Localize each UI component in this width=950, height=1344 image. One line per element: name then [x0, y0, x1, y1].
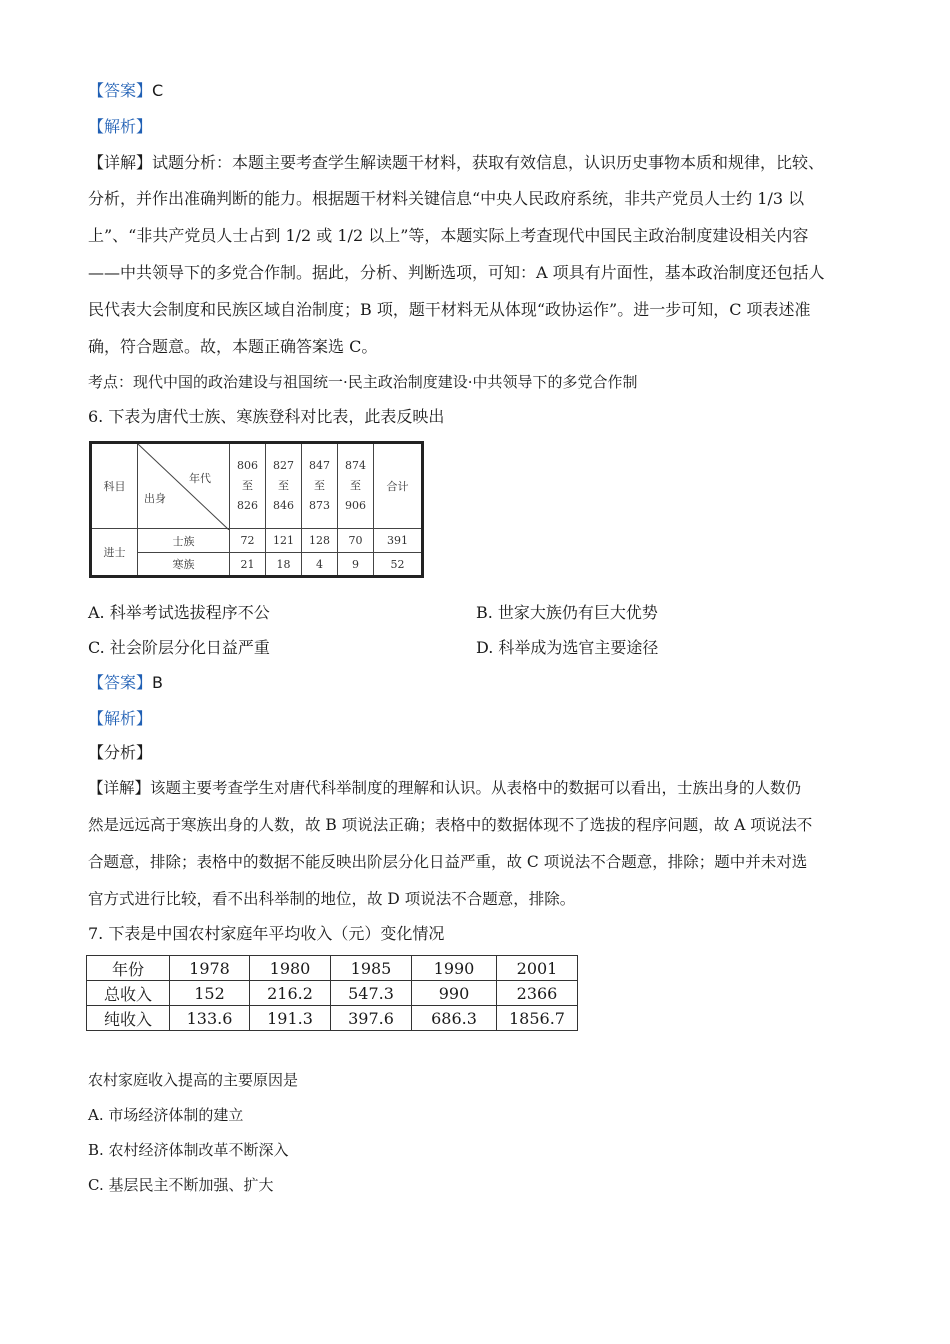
- q7-question: 农村家庭收入提高的主要原因是: [88, 1071, 299, 1089]
- q6-row-1-v3: 128: [302, 529, 338, 553]
- q7-row-2-1980: 191.3: [250, 1006, 331, 1031]
- q7-option-a: A. 市场经济体制的建立: [88, 1106, 244, 1124]
- q7-row-1-2001: 2366: [497, 981, 578, 1006]
- q5-detail-line-5: 民代表大会制度和民族区域自治制度；B 项，题干材料无从体现“政协运作”。进一步可知，C 项表述准: [88, 300, 811, 319]
- q6-row-2-v2: 18: [266, 553, 302, 577]
- q7-header-2001: 2001: [497, 956, 578, 981]
- q6-table: [89, 441, 424, 578]
- q6-period-1-start: 806: [237, 459, 258, 472]
- q7-header-1978: 1978: [170, 956, 250, 981]
- q6-row-1-total: 391: [374, 529, 423, 553]
- q6-answer-tag: 【答案】: [88, 673, 153, 692]
- q6-option-a: A. 科举考试选拔程序不公: [88, 603, 270, 622]
- q5-detail-line-3: 上”、“非共产党员人士占到 1/2 或 1/2 以上”等，本题实际上考查现代中国民主政治制度建设相关内容: [88, 226, 809, 245]
- q6-period-4: [338, 443, 374, 529]
- q7-table: [86, 955, 578, 1031]
- q6-option-d: D. 科举成为选官主要途径: [476, 638, 659, 657]
- q7-row-2-1990: 686.3: [412, 1006, 497, 1031]
- q5-detail-line-1: 【详解】试题分析：本题主要考查学生解读题干材料，获取有效信息，认识历史事物本质和规律，比较、: [88, 153, 825, 172]
- q7-row-2-2001: 1856.7: [497, 1006, 578, 1031]
- q7-row-2-1985: 397.6: [331, 1006, 412, 1031]
- q7-option-b: B. 农村经济体制改革不断深入: [88, 1141, 289, 1159]
- q6-period-1-mid: 至: [242, 479, 253, 492]
- q7-row-2-1978: 133.6: [170, 1006, 250, 1031]
- q6-analysis-tag: 【解析】: [88, 709, 153, 728]
- q5-answer-line: [88, 81, 163, 101]
- q5-answer-value: C: [152, 81, 164, 100]
- q6-period-4-mid: 至: [350, 479, 361, 492]
- q7-row-1-1985: 547.3: [331, 981, 412, 1006]
- q7-header-1985: 1985: [331, 956, 412, 981]
- q6-row-1-v1: 72: [230, 529, 266, 553]
- q5-detail-line-4: ——中共领导下的多党合作制。据此，分析、判断选项，可知：A 项具有片面性，基本政治制度还包括人: [88, 263, 825, 282]
- q6-corner-cell: [138, 443, 230, 529]
- q6-row-2-total: 52: [374, 553, 423, 577]
- q6-row-2-v4: 9: [338, 553, 374, 577]
- q5-answer-tag: 【答案】: [88, 81, 153, 100]
- q6-period-4-start: 874: [345, 459, 366, 472]
- q6-period-1: [230, 443, 266, 529]
- q6-period-2-end: 846: [273, 499, 294, 512]
- q6-period-3-mid: 至: [314, 479, 325, 492]
- q6-row-1-origin: 士族: [138, 529, 230, 553]
- q7-row-1-1980: 216.2: [250, 981, 331, 1006]
- q6-period-3-start: 847: [309, 459, 330, 472]
- q5-kaodian: 考点：现代中国的政治建设与祖国统一·民主政治制度建设·中共领导下的多党合作制: [88, 373, 638, 391]
- q6-detail-line-4: 官方式进行比较，看不出科举制的地位，故 D 项说法不合题意，排除。: [88, 890, 576, 908]
- q7-row-1-label: 总收入: [87, 981, 170, 1006]
- q7-row-2-label: 纯收入: [87, 1006, 170, 1031]
- q5-detail-line-6: 确，符合题意。故，本题正确答案选 C。: [88, 337, 378, 356]
- q6-option-b: B. 世家大族仍有巨大优势: [476, 603, 658, 622]
- q6-answer-value: B: [152, 673, 163, 692]
- q6-row-2-origin: 寒族: [138, 553, 230, 577]
- q7-row-1-1978: 152: [170, 981, 250, 1006]
- q6-row-2-v3: 4: [302, 553, 338, 577]
- q6-row-2-v1: 21: [230, 553, 266, 577]
- q6-detail-line-2: 然是远远高于寒族出身的人数，故 B 项说法正确；表格中的数据体现不了选拔的程序问题，故 A 项说法不: [88, 816, 813, 834]
- q7-row-1-1990: 990: [412, 981, 497, 1006]
- q6-answer-line: [88, 673, 163, 693]
- q7-header-label: 年份: [87, 956, 170, 981]
- q6-period-1-end: 826: [237, 499, 258, 512]
- q6-period-3-end: 873: [309, 499, 330, 512]
- q6-period-2-start: 827: [273, 459, 294, 472]
- q5-analysis-tag: 【解析】: [88, 117, 153, 136]
- q6-corner-top: 年代: [189, 472, 211, 485]
- q6-option-c: C. 社会阶层分化日益严重: [88, 638, 270, 657]
- q6-fenxi-tag: 【分析】: [88, 743, 153, 762]
- q6-stem: 6. 下表为唐代士族、寒族登科对比表，此表反映出: [88, 407, 445, 426]
- q6-period-2: [266, 443, 302, 529]
- q6-period-2-mid: 至: [278, 479, 289, 492]
- q6-subject-header: 科目: [91, 443, 138, 529]
- q6-corner-bottom: 出身: [144, 492, 166, 505]
- q6-corner-diagonal: [138, 444, 229, 530]
- q6-detail-line-3: 合题意，排除；表格中的数据不能反映出阶层分化日益严重，故 C 项说法不合题意，排除；题中并未对选: [88, 853, 808, 871]
- q7-header-1990: 1990: [412, 956, 497, 981]
- q7-option-c: C. 基层民主不断加强、扩大: [88, 1176, 274, 1194]
- q6-detail-line-1: 【详解】该题主要考查学生对唐代科举制度的理解和认识。从表格中的数据可以看出，士族出身的人数仍: [88, 779, 802, 797]
- q6-period-4-end: 906: [345, 499, 366, 512]
- q6-row-1-v4: 70: [338, 529, 374, 553]
- q5-detail-line-2: 分析，并作出准确判断的能力。根据题干材料关键信息“中央人民政府系统，非共产党员人士约 1/3 以: [88, 189, 805, 208]
- q6-total-header: 合计: [374, 443, 423, 529]
- q6-row-1-v2: 121: [266, 529, 302, 553]
- q6-period-3: [302, 443, 338, 529]
- q7-header-1980: 1980: [250, 956, 331, 981]
- q7-stem: 7. 下表是中国农村家庭年平均收入（元）变化情况: [88, 924, 445, 943]
- q6-subject: 进士: [91, 529, 138, 577]
